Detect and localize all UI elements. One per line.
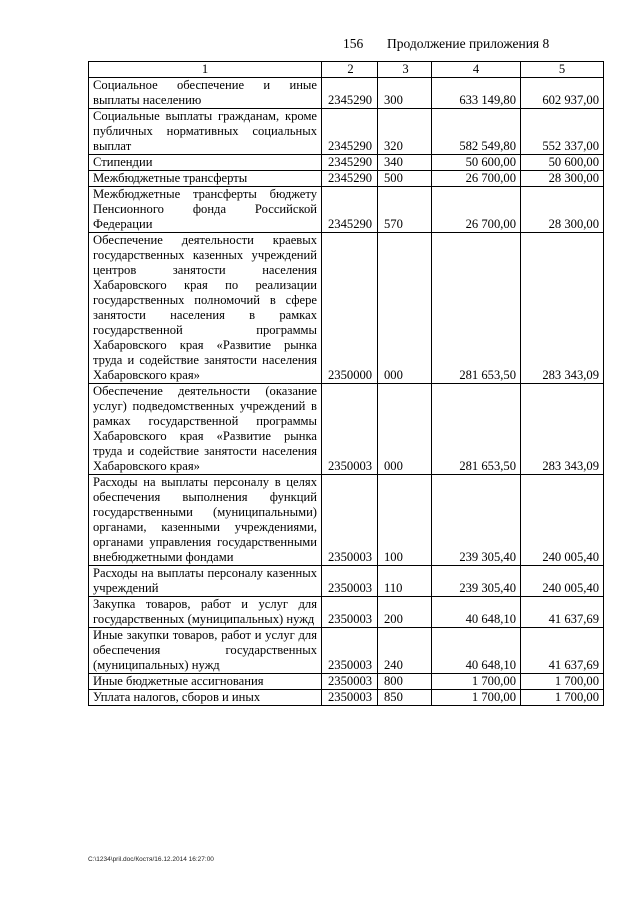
table-row [89,233,604,384]
table-row [89,109,604,155]
amount-col5: 283 343,09 [521,233,604,384]
expense-type: 100 [378,475,432,566]
amount-col5: 240 005,40 [521,475,604,566]
expense-type: 110 [378,566,432,597]
target-code: 2345290 [322,109,378,155]
amount-col4: 1 700,00 [432,690,521,706]
row-description: Межбюджетные трансферты [89,171,322,187]
amount-col5: 552 337,00 [521,109,604,155]
expense-type: 800 [378,674,432,690]
amount-col4: 239 305,40 [432,566,521,597]
target-code: 2345290 [322,187,378,233]
column-header: 5 [521,62,604,78]
amount-col4: 281 653,50 [432,384,521,475]
target-code: 2350000 [322,233,378,384]
column-header: 1 [89,62,322,78]
amount-col5: 28 300,00 [521,187,604,233]
row-description: Обеспечение деятельности (оказание услуг) подведомственных учреждений в рамках государственной программы Хабаровского края «Развитие рынка труда и содействие занятости населения Хабаровского края» [89,384,322,475]
row-description: Социальное обеспечение и иные выплаты населению [89,78,322,109]
table-row [89,597,604,628]
amount-col5: 602 937,00 [521,78,604,109]
column-header: 3 [378,62,432,78]
amount-col5: 240 005,40 [521,566,604,597]
amount-col4: 26 700,00 [432,187,521,233]
expense-type: 320 [378,109,432,155]
expense-type: 340 [378,155,432,171]
table-row [89,187,604,233]
row-description: Социальные выплаты гражданам, кроме публичных нормативных социальных выплат [89,109,322,155]
amount-col4: 50 600,00 [432,155,521,171]
appendix-title: Продолжение приложения 8 [387,36,550,51]
row-description: Стипендии [89,155,322,171]
file-path-footer: C:\1234\pril.doc/Костя/16.12.2014 16:27:00 [88,856,214,863]
amount-col5: 1 700,00 [521,674,604,690]
amount-col5: 28 300,00 [521,171,604,187]
column-header: 2 [322,62,378,78]
amount-col4: 633 149,80 [432,78,521,109]
table-row [89,674,604,690]
expense-type: 200 [378,597,432,628]
target-code: 2350003 [322,384,378,475]
amount-col5: 41 637,69 [521,628,604,674]
row-description: Закупка товаров, работ и услуг для государственных (муниципальных) нужд [89,597,322,628]
target-code: 2345290 [322,78,378,109]
target-code: 2350003 [322,628,378,674]
expense-type: 850 [378,690,432,706]
row-description: Иные закупки товаров, работ и услуг для обеспечения государственных (муниципальных) нужд [89,628,322,674]
table-row [89,78,604,109]
table-row [89,155,604,171]
amount-col4: 40 648,10 [432,597,521,628]
table-row [89,690,604,706]
target-code: 2350003 [322,690,378,706]
expense-type: 570 [378,187,432,233]
amount-col4: 281 653,50 [432,233,521,384]
amount-col4: 1 700,00 [432,674,521,690]
column-header: 4 [432,62,521,78]
row-description: Уплата налогов, сборов и иных [89,690,322,706]
amount-col4: 26 700,00 [432,171,521,187]
target-code: 2350003 [322,597,378,628]
target-code: 2350003 [322,475,378,566]
row-description: Расходы на выплаты персоналу казенных учреждений [89,566,322,597]
target-code: 2350003 [322,566,378,597]
expense-type: 000 [378,384,432,475]
amount-col5: 50 600,00 [521,155,604,171]
expense-type: 000 [378,233,432,384]
amount-col5: 283 343,09 [521,384,604,475]
table-row [89,475,604,566]
expense-type: 300 [378,78,432,109]
row-description: Расходы на выплаты персоналу в целях обеспечения выполнения функций государственными (муниципальными) органами, казенными учреждениями, органами управления государственными внебюджетными фондами [89,475,322,566]
expense-type: 500 [378,171,432,187]
target-code: 2350003 [322,674,378,690]
amount-col5: 41 637,69 [521,597,604,628]
amount-col4: 582 549,80 [432,109,521,155]
table-row [89,566,604,597]
table-header-row [89,62,604,78]
row-description: Межбюджетные трансферты бюджету Пенсионного фонда Российской Федерации [89,187,322,233]
table-row [89,384,604,475]
table-row [89,171,604,187]
amount-col5: 1 700,00 [521,690,604,706]
budget-table [88,61,604,706]
row-description: Обеспечение деятельности краевых государственных казенных учреждений центров занятости населения Хабаровского края по реализации государственных полномочий в сфере занятости населения в рамках государственной программы Хабаровского края «Развитие рынка труда и содействие занятости населения Хабаровского края» [89,233,322,384]
table-row [89,628,604,674]
amount-col4: 40 648,10 [432,628,521,674]
page-number: 156 [343,36,364,51]
row-description: Иные бюджетные ассигнования [89,674,322,690]
target-code: 2345290 [322,171,378,187]
amount-col4: 239 305,40 [432,475,521,566]
target-code: 2345290 [322,155,378,171]
expense-type: 240 [378,628,432,674]
